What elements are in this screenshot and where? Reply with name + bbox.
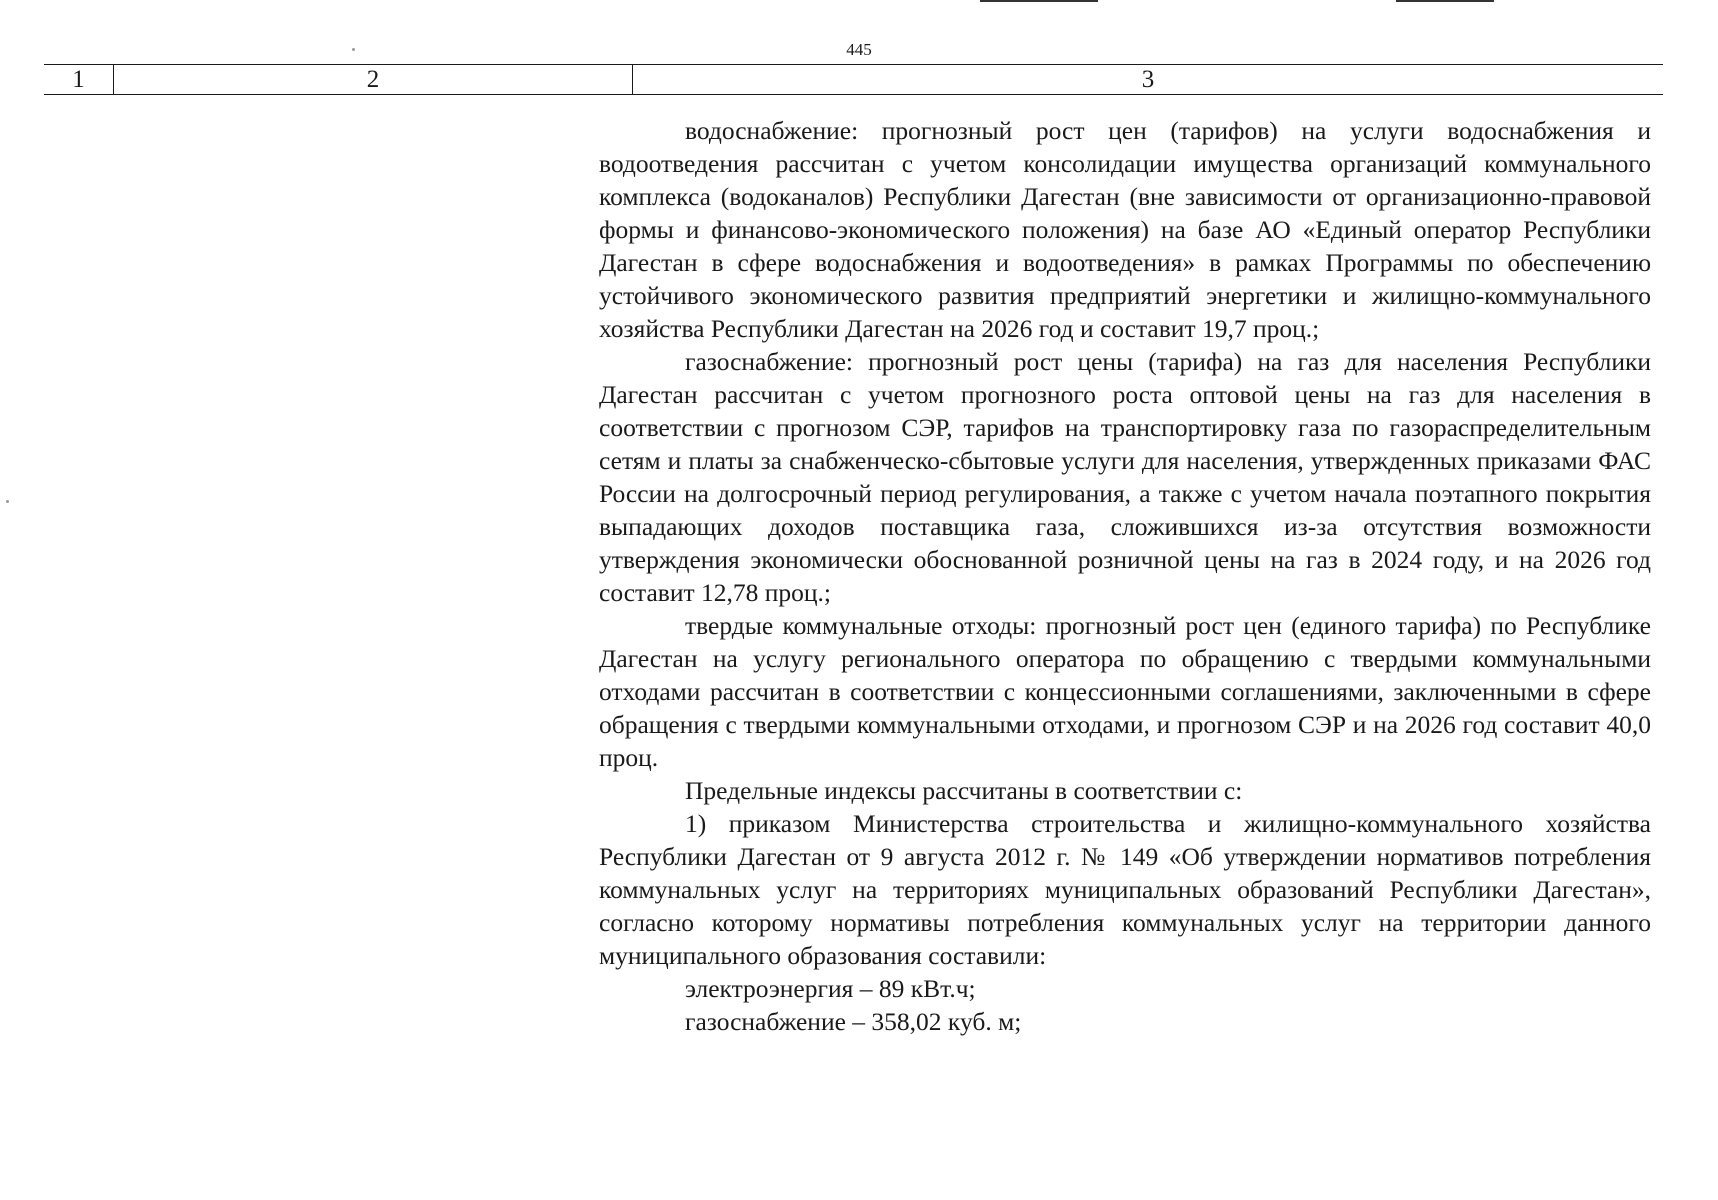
paragraph-order-reference: 1) приказом Министерства строительства и жилищно-коммунального хозяйства Республики Дагестан от 9 августа 2012 г. № 149 «Об утверждении нормативов потребления коммунальных услуг на территориях муниципальных образований Республики Дагестан», согласно которому нормативы потребления коммунальных услуг на территории данного муниципального образования составили:	[599, 809, 1651, 970]
column-header-1: 1	[44, 65, 114, 94]
document-body	[599, 114, 1651, 1038]
table-header	[44, 64, 1663, 95]
scan-speck	[6, 500, 9, 503]
page-number: 445	[846, 40, 872, 59]
norm-electricity: электроэнергия – 89 кВт.ч;	[685, 974, 976, 1003]
paragraph-indices-intro: Предельные индексы рассчитаны в соответствии с:	[685, 776, 1243, 805]
column-header-3: 3	[1141, 66, 1155, 93]
paragraph-gas-supply: газоснабжение: прогнозный рост цены (тарифа) на газ для населения Республики Дагестан рассчитан с учетом прогнозного роста оптовой цены на газ для населения в соответствии с прогнозом СЭР, тарифов на транспортировку газа по газораспределительным сетям и платы за снабженческо-сбытовые услуги для населения, утвержденных приказами ФАС России на долгосрочный период регулирования, а также с учетом начала поэтапного покрытия выпадающих доходов поставщика газа, сложившихся из-за отсутствия возможности утверждения экономически обоснованной розничной цены на газ в 2024 году, и на 2026 год составит 12,78 проц.;	[599, 347, 1651, 607]
paragraph-solid-waste: твердые коммунальные отходы: прогнозный рост цен (единого тарифа) по Республике Дагестан на услугу регионального оператора по обращению с твердыми коммунальными отходами рассчитан в соответствии с концессионными соглашениями, заключенными в сфере обращения с твердыми коммунальными отходами, и прогнозом СЭР и на 2026 год составит 40,0 проц.	[599, 611, 1651, 772]
norm-gas: газоснабжение – 358,02 куб. м;	[685, 1007, 1022, 1036]
column-header-2: 2	[114, 65, 633, 94]
scan-edge-mark	[980, 0, 1098, 2]
paragraph-water-supply: водоснабжение: прогнозный рост цен (тарифов) на услуги водоснабжения и водоотведения рассчитан с учетом консолидации имущества организаций коммунального комплекса (водоканалов) Республики Дагестан (вне зависимости от организационно-правовой формы и финансово-экономического положения) на базе АО «Единый оператор Республики Дагестан в сфере водоснабжения и водоотведения» в рамках Программы по обеспечению устойчивого экономического развития предприятий энергетики и жилищно-коммунального хозяйства Республики Дагестан на 2026 год и составит 19,7 проц.;	[599, 116, 1651, 343]
scan-edge-mark	[1396, 0, 1494, 2]
